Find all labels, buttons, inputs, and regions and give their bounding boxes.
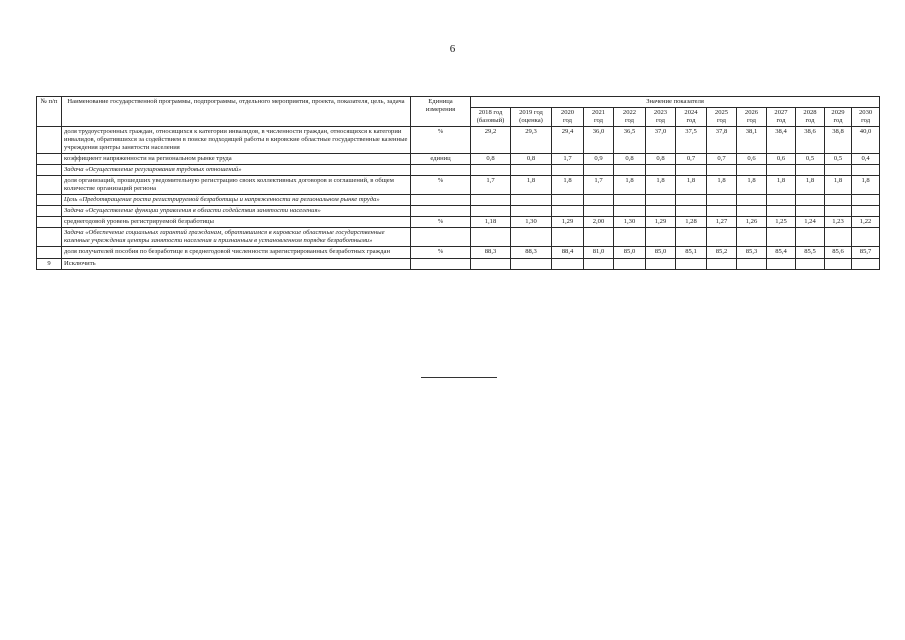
row-value [511, 206, 552, 217]
row-value [737, 206, 767, 217]
row-value [852, 206, 880, 217]
row-unit [411, 258, 471, 269]
header-year [737, 108, 767, 127]
row-value [796, 258, 825, 269]
header-year-sub: год [716, 117, 726, 125]
row-value: 37,8 [707, 127, 737, 154]
row-value [552, 228, 584, 247]
row-value [825, 258, 852, 269]
row-value: 1,8 [852, 176, 880, 195]
row-value: 85,1 [676, 247, 707, 258]
row-value [646, 228, 676, 247]
row-value: 88,3 [511, 247, 552, 258]
row-value [676, 206, 707, 217]
row-value [767, 165, 796, 176]
row-value: 1,29 [552, 217, 584, 228]
header-year [584, 108, 614, 127]
header-year-label: 2022 [622, 109, 637, 117]
row-number [37, 154, 62, 165]
row-unit: % [411, 127, 471, 154]
row-value: 29,3 [511, 127, 552, 154]
header-year-label: 2025 [714, 109, 729, 117]
row-unit [411, 206, 471, 217]
row-value: 1,8 [707, 176, 737, 195]
header-value: Значение показателя [471, 97, 880, 108]
row-number [37, 165, 62, 176]
row-value: 0,5 [796, 154, 825, 165]
row-value: 85,7 [852, 247, 880, 258]
row-value [552, 206, 584, 217]
row-value [676, 228, 707, 247]
header-year-label: 2023 [653, 109, 668, 117]
row-value: 1,8 [796, 176, 825, 195]
row-indicator-name: среднегодовой уровень регистрируемой безработицы [62, 217, 411, 228]
row-value: 1,8 [737, 176, 767, 195]
row-value: 1,22 [852, 217, 880, 228]
row-value [584, 165, 614, 176]
row-value: 85,6 [825, 247, 852, 258]
row-value [676, 195, 707, 206]
table-row [37, 247, 880, 258]
header-unit: Единица измерения [411, 97, 471, 127]
row-value [796, 228, 825, 247]
row-value [646, 206, 676, 217]
header-year-sub: (базовый) [476, 117, 505, 125]
row-value: 1,8 [646, 176, 676, 195]
row-value [584, 228, 614, 247]
row-value [767, 206, 796, 217]
row-value: 88,4 [552, 247, 584, 258]
row-unit [411, 195, 471, 206]
header-year-sub: год [593, 117, 603, 125]
row-value [511, 165, 552, 176]
row-value: 85,5 [796, 247, 825, 258]
row-indicator-name: доля получателей пособия по безработице в среднегодовой численности зарегистрированных безработных граждан [62, 247, 411, 258]
row-number [37, 127, 62, 154]
table-row [37, 228, 880, 247]
table-row [37, 258, 880, 269]
row-value: 36,5 [614, 127, 646, 154]
header-year-label: 2021 [591, 109, 606, 117]
row-value [614, 195, 646, 206]
row-value: 1,28 [676, 217, 707, 228]
row-value: 85,0 [614, 247, 646, 258]
header-year-sub: год [833, 117, 843, 125]
row-value: 1,8 [614, 176, 646, 195]
header-year [767, 108, 796, 127]
row-value [825, 195, 852, 206]
row-value [614, 165, 646, 176]
row-value [471, 195, 511, 206]
table-row [37, 195, 880, 206]
row-value: 1,26 [737, 217, 767, 228]
table-row [37, 165, 880, 176]
row-number: 9 [37, 258, 62, 269]
row-task-title: Задача «Обеспечение социальных гарантий гражданам, обратившимся в кировские областные государственные казенные учреждения центры занятости населения и признанным в установленном порядке безработными» [62, 228, 411, 247]
row-value: 29,4 [552, 127, 584, 154]
row-value [614, 258, 646, 269]
row-value: 1,7 [584, 176, 614, 195]
row-value [552, 258, 584, 269]
indicators-table [36, 96, 880, 270]
row-value: 1,7 [552, 154, 584, 165]
row-value [614, 228, 646, 247]
table-row [37, 127, 880, 154]
row-value: 2,00 [584, 217, 614, 228]
row-value: 1,30 [511, 217, 552, 228]
row-value: 1,25 [767, 217, 796, 228]
row-indicator-name: Исключить [62, 258, 411, 269]
row-unit [411, 228, 471, 247]
row-value: 0,4 [852, 154, 880, 165]
row-value: 36,0 [584, 127, 614, 154]
row-value [646, 195, 676, 206]
row-value [767, 195, 796, 206]
row-number [37, 195, 62, 206]
row-value: 0,7 [707, 154, 737, 165]
table-row [37, 206, 880, 217]
row-value: 85,4 [767, 247, 796, 258]
row-value [707, 228, 737, 247]
row-indicator-name: доля трудоустроенных граждан, относящихся к категории инвалидов, в численности граждан, относящихся к категории инвалидов, обратившихся за содействием в поиске подходящей работы в кировские областные государственные казенные учреждения центры занятости населения [62, 127, 411, 154]
row-value: 81,0 [584, 247, 614, 258]
header-year-label: 2029 [831, 109, 845, 117]
row-value [707, 165, 737, 176]
row-number [37, 176, 62, 195]
row-value: 1,18 [471, 217, 511, 228]
row-value: 1,8 [552, 176, 584, 195]
row-value: 1,30 [614, 217, 646, 228]
row-value [676, 258, 707, 269]
header-year [852, 108, 880, 127]
row-value: 1,8 [767, 176, 796, 195]
row-value: 0,8 [646, 154, 676, 165]
row-value [511, 195, 552, 206]
header-year [552, 108, 584, 127]
row-task-title: Задача «Осуществление функции управления в области содействия занятости населения» [62, 206, 411, 217]
row-indicator-name: доля организаций, прошедших уведомительную регистрацию своих коллективных договоров и соглашений, в общем количестве организаций региона [62, 176, 411, 195]
row-value [707, 258, 737, 269]
row-value: 85,0 [646, 247, 676, 258]
row-value [511, 228, 552, 247]
row-value: 0,8 [614, 154, 646, 165]
row-value: 40,0 [852, 127, 880, 154]
row-value: 37,5 [676, 127, 707, 154]
row-value [471, 258, 511, 269]
row-value: 1,8 [511, 176, 552, 195]
row-value [584, 206, 614, 217]
row-value [852, 165, 880, 176]
header-year [646, 108, 676, 127]
header-row [37, 97, 880, 108]
row-value: 0,8 [471, 154, 511, 165]
header-year-sub: год [746, 117, 756, 125]
row-number [37, 228, 62, 247]
row-value [737, 258, 767, 269]
row-value [707, 195, 737, 206]
row-value: 1,27 [707, 217, 737, 228]
header-year [471, 108, 511, 127]
header-year-label: 2019 год [519, 109, 543, 117]
row-number [37, 217, 62, 228]
row-value: 38,4 [767, 127, 796, 154]
header-year [707, 108, 737, 127]
row-value: 38,8 [825, 127, 852, 154]
header-year-sub: год [624, 117, 634, 125]
row-value: 0,9 [584, 154, 614, 165]
row-value: 0,6 [767, 154, 796, 165]
row-number [37, 247, 62, 258]
table-row [37, 217, 880, 228]
header-year-label: 2030 [858, 109, 873, 117]
row-value [767, 228, 796, 247]
row-value [796, 206, 825, 217]
row-value [796, 195, 825, 206]
row-value [825, 228, 852, 247]
row-value [614, 206, 646, 217]
row-value [646, 165, 676, 176]
row-value: 1,8 [825, 176, 852, 195]
header-year-sub: год [861, 117, 871, 125]
header-year-label: 2024 [684, 109, 698, 117]
row-value: 37,0 [646, 127, 676, 154]
row-value: 85,2 [707, 247, 737, 258]
row-value [471, 228, 511, 247]
row-value [646, 258, 676, 269]
end-separator-line [421, 377, 497, 378]
row-value: 0,8 [511, 154, 552, 165]
row-value [552, 195, 584, 206]
page-number: 6 [449, 43, 456, 55]
row-value [825, 165, 852, 176]
row-value [584, 195, 614, 206]
header-year-sub: год [686, 117, 696, 125]
row-unit: % [411, 247, 471, 258]
row-value [737, 165, 767, 176]
row-unit: % [411, 217, 471, 228]
header-year [614, 108, 646, 127]
row-value [852, 258, 880, 269]
row-value: 29,2 [471, 127, 511, 154]
row-value [471, 206, 511, 217]
row-value: 0,6 [737, 154, 767, 165]
header-year-sub: год [562, 117, 572, 125]
row-value: 0,7 [676, 154, 707, 165]
header-year [825, 108, 852, 127]
table-row [37, 154, 880, 165]
row-value [511, 258, 552, 269]
row-value [737, 228, 767, 247]
row-value: 0,5 [825, 154, 852, 165]
row-task-title: Задача «Осуществление регулирования трудовых отношений» [62, 165, 411, 176]
row-value [707, 206, 737, 217]
row-value [584, 258, 614, 269]
row-value: 38,6 [796, 127, 825, 154]
row-task-title: Цель «Предотвращение роста регистрируемой безработицы и напряженности на региональном рынке труда» [62, 195, 411, 206]
header-year-label: 2026 [744, 109, 759, 117]
header-num: № п/п [37, 97, 62, 127]
row-value [796, 165, 825, 176]
header-year-label: 2028 [803, 109, 817, 117]
header-year-label: 2018 год [478, 109, 503, 117]
row-value [825, 206, 852, 217]
header-year [511, 108, 552, 127]
header-year-sub: (оценка) [519, 117, 543, 125]
row-value: 1,8 [676, 176, 707, 195]
header-year-sub: год [655, 117, 665, 125]
row-value: 1,24 [796, 217, 825, 228]
row-unit [411, 165, 471, 176]
row-value: 38,1 [737, 127, 767, 154]
header-year [796, 108, 825, 127]
row-value [676, 165, 707, 176]
row-value: 1,29 [646, 217, 676, 228]
header-year-label: 2020 [560, 109, 575, 117]
row-value: 1,23 [825, 217, 852, 228]
row-value [852, 228, 880, 247]
row-value [852, 195, 880, 206]
header-year-sub: год [776, 117, 786, 125]
table-row [37, 176, 880, 195]
row-value: 1,7 [471, 176, 511, 195]
row-value: 88,3 [471, 247, 511, 258]
row-value [552, 165, 584, 176]
row-value [737, 195, 767, 206]
row-indicator-name: коэффициент напряженности на региональном рынке труда [62, 154, 411, 165]
row-value [471, 165, 511, 176]
row-unit: единиц [411, 154, 471, 165]
header-year-sub: год [805, 117, 815, 125]
header-year [676, 108, 707, 127]
header-year-label: 2027 [774, 109, 788, 117]
row-unit: % [411, 176, 471, 195]
row-value [767, 258, 796, 269]
row-number [37, 206, 62, 217]
row-value: 85,3 [737, 247, 767, 258]
header-name: Наименование государственной программы, подпрограммы, отдельного мероприятия, проекта, показателя, цель, задача [62, 97, 411, 127]
